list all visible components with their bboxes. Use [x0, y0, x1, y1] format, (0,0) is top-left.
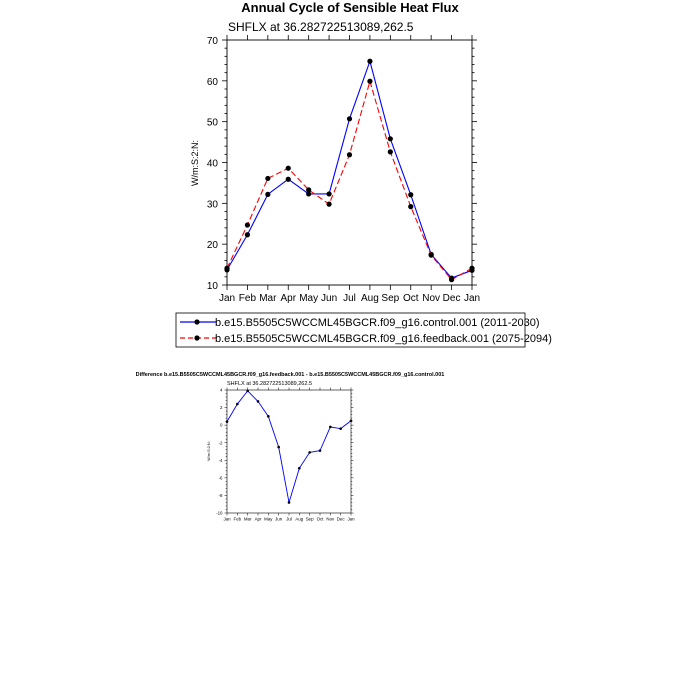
diff-y-tick-label: -10	[216, 510, 223, 516]
x-tick-label: May	[299, 293, 319, 304]
diff-data-point	[277, 446, 280, 449]
diff-y-tick-label: -8	[218, 493, 223, 499]
x-tick-label: Nov	[422, 293, 441, 304]
data-point	[347, 152, 352, 157]
chart-title: Annual Cycle of Sensible Heat Flux	[241, 0, 459, 15]
y-tick-label: 50	[206, 117, 218, 129]
data-point	[306, 187, 311, 192]
x-tick-label: Jan	[463, 293, 481, 304]
diff-data-point	[257, 400, 260, 403]
main-plot-area	[207, 35, 480, 304]
data-point	[408, 204, 413, 209]
diff-x-tick-label: Oct	[316, 516, 324, 522]
diff-data-point	[339, 427, 342, 430]
difference-y-axis-label: W/m:S:2:N:	[207, 441, 211, 461]
difference-plot-area	[216, 388, 355, 522]
data-point	[326, 202, 331, 207]
diff-data-point	[298, 467, 301, 470]
data-point	[326, 191, 331, 196]
data-point	[429, 253, 434, 258]
data-point	[286, 177, 291, 182]
diff-data-point	[226, 420, 229, 423]
y-axis-label: W/m:S:2:N:	[190, 139, 200, 187]
diff-data-point	[236, 403, 239, 406]
legend	[176, 313, 552, 347]
diff-data-point	[329, 426, 332, 429]
data-point	[367, 59, 372, 64]
diff-data-point	[308, 451, 311, 454]
difference-chart-title: Difference b.e15.B5505C5WCCML45BGCR.f09_g16.feedback.001 - b.e15.B5505C5WCCML45BGCR.f09_g16.control.001	[135, 372, 445, 378]
diff-data-point	[288, 501, 291, 504]
data-point	[469, 266, 474, 271]
diff-x-tick-label: Sep	[305, 516, 314, 522]
diff-x-tick-label: Jul	[286, 516, 292, 522]
diff-y-tick-label: -2	[218, 440, 223, 446]
plot-frame	[227, 40, 472, 285]
diff-x-tick-label: Feb	[233, 516, 242, 522]
data-point	[388, 136, 393, 141]
legend-marker-feedback	[194, 335, 199, 340]
data-point	[265, 176, 270, 181]
data-point	[286, 166, 291, 171]
x-tick-label: Apr	[280, 293, 297, 304]
data-point	[408, 192, 413, 197]
data-point	[265, 192, 270, 197]
x-tick-label: Dec	[442, 293, 461, 304]
series-line-0	[227, 61, 472, 278]
diff-x-tick-label: Aug	[295, 516, 304, 522]
diff-data-point	[350, 419, 353, 422]
data-point	[347, 116, 352, 121]
data-point	[388, 149, 393, 154]
diff-data-point	[267, 415, 270, 418]
data-point	[449, 277, 454, 282]
diff-series-line-0	[227, 391, 351, 503]
y-tick-label: 10	[206, 281, 218, 292]
diff-plot-frame	[227, 390, 351, 513]
x-tick-label: Aug	[361, 293, 379, 304]
diff-x-tick-label: Jan	[347, 516, 355, 522]
diff-x-tick-label: Dec	[336, 516, 345, 522]
diff-y-tick-label: 2	[220, 405, 223, 411]
legend-marker-control	[194, 319, 199, 324]
diff-data-point	[319, 449, 322, 452]
diff-x-tick-label: Jun	[275, 516, 283, 522]
diff-x-tick-label: Nov	[326, 516, 335, 522]
diff-y-tick-label: -4	[218, 457, 223, 463]
diff-x-tick-label: May	[264, 516, 273, 522]
x-tick-label: Jun	[321, 293, 338, 304]
y-tick-label: 40	[206, 158, 218, 170]
x-tick-label: Jan	[218, 293, 236, 304]
data-point	[367, 79, 372, 84]
series-line-1	[227, 81, 472, 279]
legend-label-feedback: b.e15.B5505C5WCCML45BGCR.f09_g16.feedback.001 (2075-2094)	[215, 333, 552, 345]
y-tick-label: 20	[206, 240, 218, 252]
data-point	[245, 232, 250, 237]
y-tick-label: 70	[206, 36, 218, 47]
difference-chart-subtitle: SHFLX at 36.282722513089,262.5	[227, 381, 313, 387]
data-point	[224, 266, 229, 271]
diff-data-point	[246, 390, 249, 393]
diff-x-tick-label: Apr	[254, 516, 262, 522]
diff-y-tick-label: 0	[220, 422, 223, 428]
y-tick-label: 30	[206, 199, 218, 211]
x-tick-label: Jul	[343, 293, 356, 304]
x-tick-label: Oct	[402, 293, 419, 304]
x-tick-label: Sep	[381, 293, 400, 304]
y-tick-label: 60	[206, 76, 218, 88]
chart-subtitle: SHFLX at 36.282722513089,262.5	[228, 20, 414, 34]
legend-label-control: b.e15.B5505C5WCCML45BGCR.f09_g16.control.001 (2011-2030)	[215, 317, 540, 329]
diff-x-tick-label: Jan	[223, 516, 231, 522]
x-tick-label: Feb	[238, 293, 257, 304]
diff-y-tick-label: -6	[218, 475, 223, 481]
diff-x-tick-label: Mar	[243, 516, 252, 522]
x-tick-label: Mar	[259, 293, 277, 304]
diff-y-tick-label: 4	[220, 387, 223, 393]
data-point	[245, 222, 250, 227]
